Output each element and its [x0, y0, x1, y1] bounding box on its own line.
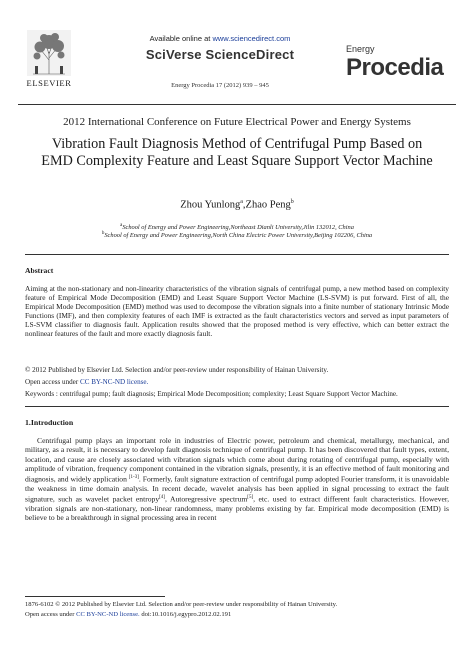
abstract-heading: Abstract: [25, 266, 54, 275]
elsevier-tree-icon: [27, 30, 71, 76]
author-1-affiliation-mark: a: [240, 199, 243, 205]
available-online-line: [100, 34, 340, 43]
author-2-affiliation-mark: b: [290, 199, 294, 205]
author-name-2: ,Zhao Peng: [242, 199, 291, 211]
author-name-1: Zhou Yunlong: [180, 199, 241, 211]
elsevier-logo: [18, 30, 80, 100]
footer-divider: [25, 596, 165, 597]
elsevier-wordmark: ELSEVIER: [26, 78, 72, 88]
intro-text-1: Centrifugal pump plays an important role in industries of Electric power, petroleum and chemical, metallurgy, mechanical, and military, as a result, it is necessary to develop fault diagnosis technique of centrifugal pump. It has been discovered that fault types, extent, location, and cause are closely associated with vibration signals which come about during rotating of centrifugal pump, especially with amplitude of vibration, frequency component contained in the vibration signals, presently, it is an effective method of fault monitoring and diagnosis, and widely application: [25, 436, 449, 484]
abstract-bottom-divider: [25, 406, 449, 407]
header-divider: [18, 104, 456, 105]
citation-3: [5]: [247, 495, 254, 501]
abstract-top-divider: [25, 254, 449, 255]
energy-label: Energy: [346, 44, 375, 54]
sciverse-logo: SciVerse ScienceDirect: [145, 47, 295, 62]
available-prefix: Available online at: [149, 34, 211, 43]
intro-text-4: , etc. used to extract different fault characteristics. However, vibration signals are non-stationary, non-linear randomness, many problems existing by far. Empirical mode decomposition (EMD) is believe to be a breakthrough in signal processing area in recent: [25, 494, 449, 523]
open-access-prefix: Open access under: [25, 378, 79, 386]
journal-reference: Energy Procedia 17 (2012) 939 – 945: [171, 82, 269, 89]
energy-procedia-logo: [346, 30, 456, 96]
citation-2: [4]: [159, 495, 165, 501]
footer-doi: doi:10.1016/j.egypro.2012.02.191: [141, 611, 232, 618]
affiliation-a-mark: a: [120, 223, 123, 228]
affiliation-a: [0, 223, 474, 231]
abstract-text: Aiming at the non-stationary and non-linearity characteristics of the vibration signals of centrifugal pump, a new method based on complexity feature of Empirical Mode Decomposition (EMD) and Least Square Support Vector Machine (LS-SVM) is put forward. First of all, the Empirical Mode Decomposition (EMD) method was used to decompose the vibration signals into a finite number of stationary Intrinsic Mode Functions (IMF), and then complexity features of each IMF is extracted as the fault characteristics vectors and served as input parameters of LS-SVM classifier to diagnosis fault. Application results showed that the proposed method is very effective, which can better extract the nonlinear features of the fault and more exactly diagnosis fault.: [25, 284, 449, 339]
journal-header: [100, 34, 340, 89]
copyright-line: © 2012 Published by Elsevier Ltd. Selection and/or peer-review under responsibility of Hainan University.: [25, 366, 329, 374]
affiliation-a-text: School of Energy and Power Engineering,Northeast Dianli University,Jilin 132012, China: [122, 224, 354, 232]
section-heading-introduction: 1.Introduction: [25, 418, 74, 427]
introduction-paragraph: [25, 436, 449, 522]
affiliation-b-mark: b: [101, 231, 105, 236]
footer-license-link[interactable]: CC BY-NC-ND license.: [76, 611, 140, 618]
author-line: [0, 199, 474, 211]
article-title: Vibration Fault Diagnosis Method of Centrifugal Pump Based on EMD Complexity Feature and Least Square Support Vector Machine: [41, 136, 433, 169]
footer-license-line: [25, 611, 455, 618]
intro-text-2: . Formerly, fault signature extraction of centrifugal pump adopted Fourier transform, it is unavoidable the weakness in time domain analysis. In recent decade, wavelet analysis has been applied in signal processing to extract the fault signature, such as wavelet packet entropy: [25, 474, 449, 504]
keywords-line: Keywords : centrifugal pump; fault diagnosis; Empirical Mode Decomposition; complexity; Least Square Support Vector Machine.: [25, 390, 398, 398]
affiliation-b: [0, 231, 474, 239]
license-link[interactable]: CC BY-NC-ND license.: [79, 378, 149, 386]
footer-issn-line: 1876-6102 © 2012 Published by Elsevier Ltd. Selection and/or peer-review under responsibility of Hainan University.: [25, 601, 338, 608]
intro-text-3: , Autoregressive spectrum: [164, 494, 248, 504]
citation-1: [1-3]: [128, 475, 139, 480]
open-access-line: [25, 378, 455, 386]
affiliation-b-text: School of Energy and Power Engineering,North China Electric Power University,Beijing 102206, China: [104, 232, 373, 240]
conference-name: 2012 International Conference on Future Electrical Power and Energy Systems: [63, 116, 411, 128]
sciencedirect-link[interactable]: www.sciencedirect.com: [212, 34, 291, 43]
procedia-label: Procedia: [346, 54, 444, 81]
footer-open-access-prefix: Open access under: [25, 611, 75, 618]
